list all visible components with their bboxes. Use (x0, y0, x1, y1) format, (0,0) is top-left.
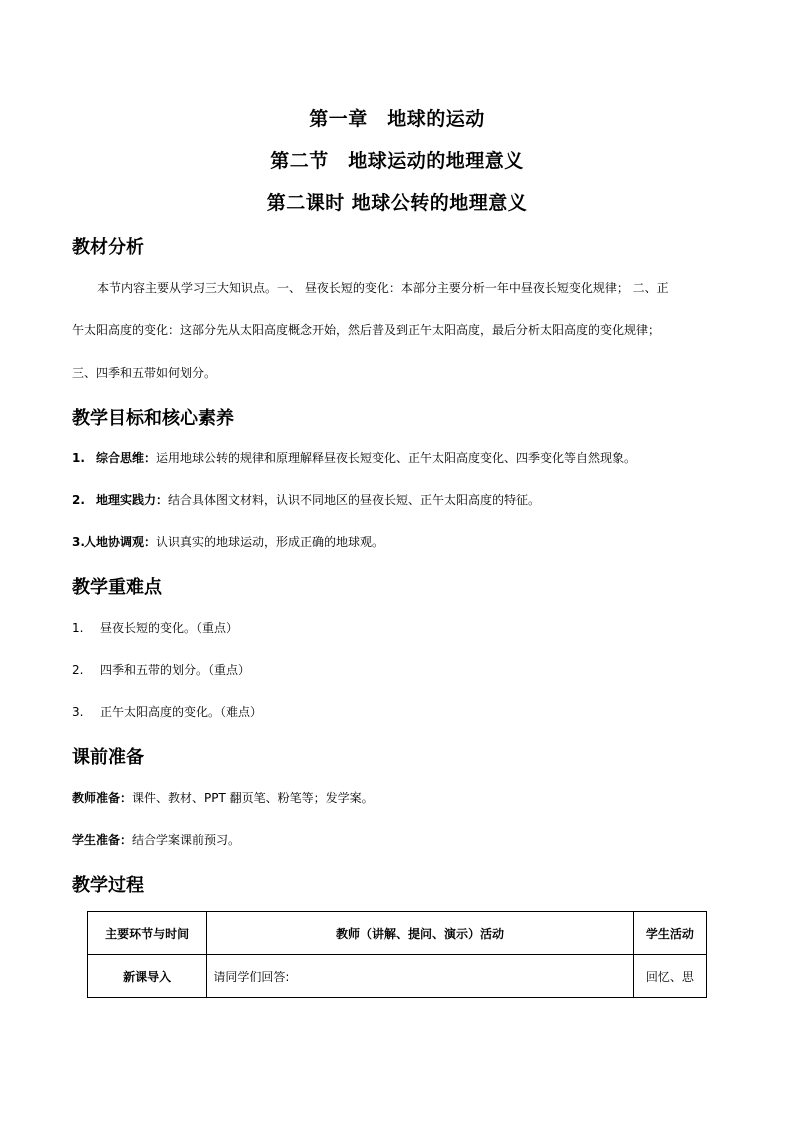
key-point-item-2 (72, 661, 250, 678)
table-cell: 回忆、思 (633, 955, 706, 998)
objective-item-1 (72, 449, 636, 466)
table-header-row (88, 912, 707, 955)
chapter-title: 第一章 地球的运动 (309, 108, 485, 130)
key-point-text: 正午太阳高度的变化。（难点） (100, 705, 263, 719)
table-row (88, 955, 707, 998)
objective-item-2 (72, 491, 540, 508)
lesson-title: 第二课时 地球公转的地理意义 (266, 192, 528, 214)
objective-item-3 (72, 533, 384, 550)
analysis-line-1: 本节内容主要从学习三大知识点。一、 昼夜长短的变化：本部分主要分析一年中昼夜长短变化规律； 二、正 (97, 281, 669, 295)
student-preparation-label: 学生准备： (72, 833, 133, 847)
key-point-number: 3. (72, 705, 84, 719)
table-cell: 请同学们回答: (207, 955, 633, 998)
teacher-preparation (72, 789, 374, 806)
objective-label: 地理实践力： (96, 493, 169, 507)
key-point-text: 四季和五带的划分。（重点） (100, 663, 251, 677)
objective-text: 结合具体图文材料，认识不同地区的昼夜长短、正午太阳高度的特征。 (168, 493, 541, 507)
process-heading: 教学过程 (72, 875, 144, 896)
objective-number: 1. (72, 451, 85, 465)
key-point-item-3 (72, 703, 262, 720)
objective-label: 综合思维： (96, 451, 157, 465)
teacher-preparation-text: 课件、教材、PPT 翻页笔、粉笔等；发学案。 (132, 791, 374, 805)
objectives-heading: 教学目标和核心素养 (72, 408, 234, 429)
textbook-analysis-heading: 教材分析 (72, 237, 144, 258)
objective-number: 2. (72, 493, 85, 507)
preparation-heading: 课前准备 (72, 747, 144, 768)
analysis-line-2: 午太阳高度的变化：这部分先从太阳高度概念开始，然后普及到正午太阳高度，最后分析太阳高度的变化规律； (72, 323, 661, 337)
key-point-number: 2. (72, 663, 84, 677)
analysis-line-3: 三、四季和五带如何划分。 (72, 366, 217, 380)
table-header-cell: 主要环节与时间 (88, 912, 207, 955)
objective-label: 人地协调观： (84, 535, 157, 549)
objective-text: 运用地球公转的规律和原理解释昼夜长短变化、正午太阳高度变化、四季变化等自然现象。 (156, 451, 637, 465)
table-header-cell: 教师（讲解、提问、演示）活动 (207, 912, 633, 955)
table-cell: 新课导入 (88, 955, 207, 998)
key-points-heading: 教学重难点 (72, 577, 162, 598)
process-table (87, 911, 707, 998)
table-header-cell: 学生活动 (633, 912, 706, 955)
key-point-text: 昼夜长短的变化。（重点） (100, 621, 239, 635)
teacher-preparation-label: 教师准备： (72, 791, 133, 805)
key-point-item-1 (72, 619, 238, 636)
objective-number: 3. (72, 535, 85, 549)
student-preparation (72, 831, 240, 848)
objective-text: 认识真实的地球运动，形成正确的地球观。 (156, 535, 385, 549)
key-point-number: 1. (72, 621, 84, 635)
student-preparation-text: 结合学案课前预习。 (132, 833, 241, 847)
section-title: 第二节 地球运动的地理意义 (270, 150, 524, 172)
